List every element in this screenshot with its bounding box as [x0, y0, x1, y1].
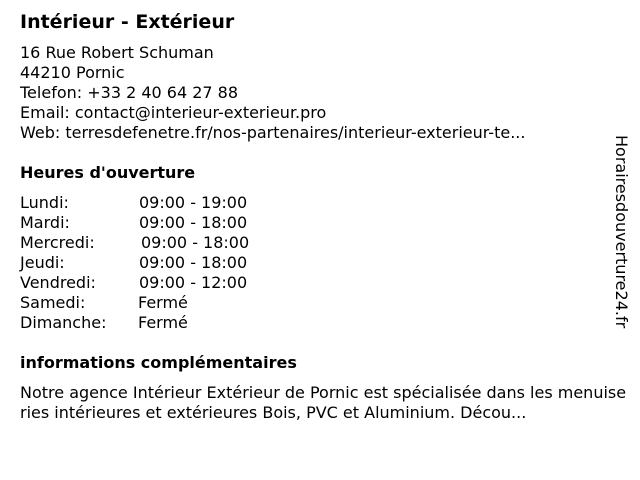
address-city: 44210 Pornic — [20, 63, 125, 82]
opening-hours-heading: Heures d'ouverture — [20, 163, 196, 182]
day-label: Jeudi: — [20, 253, 65, 272]
business-name: Intérieur - Extérieur — [20, 11, 235, 33]
hours-value: Fermé — [138, 313, 188, 332]
phone-text: Telefon: +33 2 40 64 27 88 — [20, 83, 239, 102]
additional-info-heading: informations complémentaires — [20, 353, 297, 372]
hours-value: 09:00 - 12:00 — [139, 273, 248, 292]
hours-value: 09:00 - 18:00 — [139, 253, 248, 272]
hours-value: 09:00 - 18:00 — [139, 213, 248, 232]
day-label: Vendredi: — [20, 273, 96, 292]
business-description: Notre agence Intérieur Extérieur de Pornic est spécialisée dans les menuiseries intérieures et extérieures Bois, PVC et Aluminium. Décou... — [20, 383, 627, 422]
email-text: Email: contact@interieur-exterieur.pro — [20, 103, 327, 122]
day-label: Samedi: — [20, 293, 86, 312]
contact-info — [20, 43, 525, 143]
hours-value: 09:00 - 18:00 — [141, 233, 250, 252]
day-label: Dimanche: — [20, 313, 107, 332]
hours-value: Fermé — [138, 293, 188, 312]
website-text: Web: terresdefenetre.fr/nos-partenaires/interieur-exterieur-te... — [20, 123, 526, 142]
day-label: Mercredi: — [20, 233, 95, 252]
hours-value: 09:00 - 19:00 — [139, 193, 248, 212]
site-watermark: Horairesdouverture24.fr — [612, 135, 631, 329]
address-street: 16 Rue Robert Schuman — [20, 43, 214, 62]
day-label: Lundi: — [20, 193, 69, 212]
day-label: Mardi: — [20, 213, 70, 232]
